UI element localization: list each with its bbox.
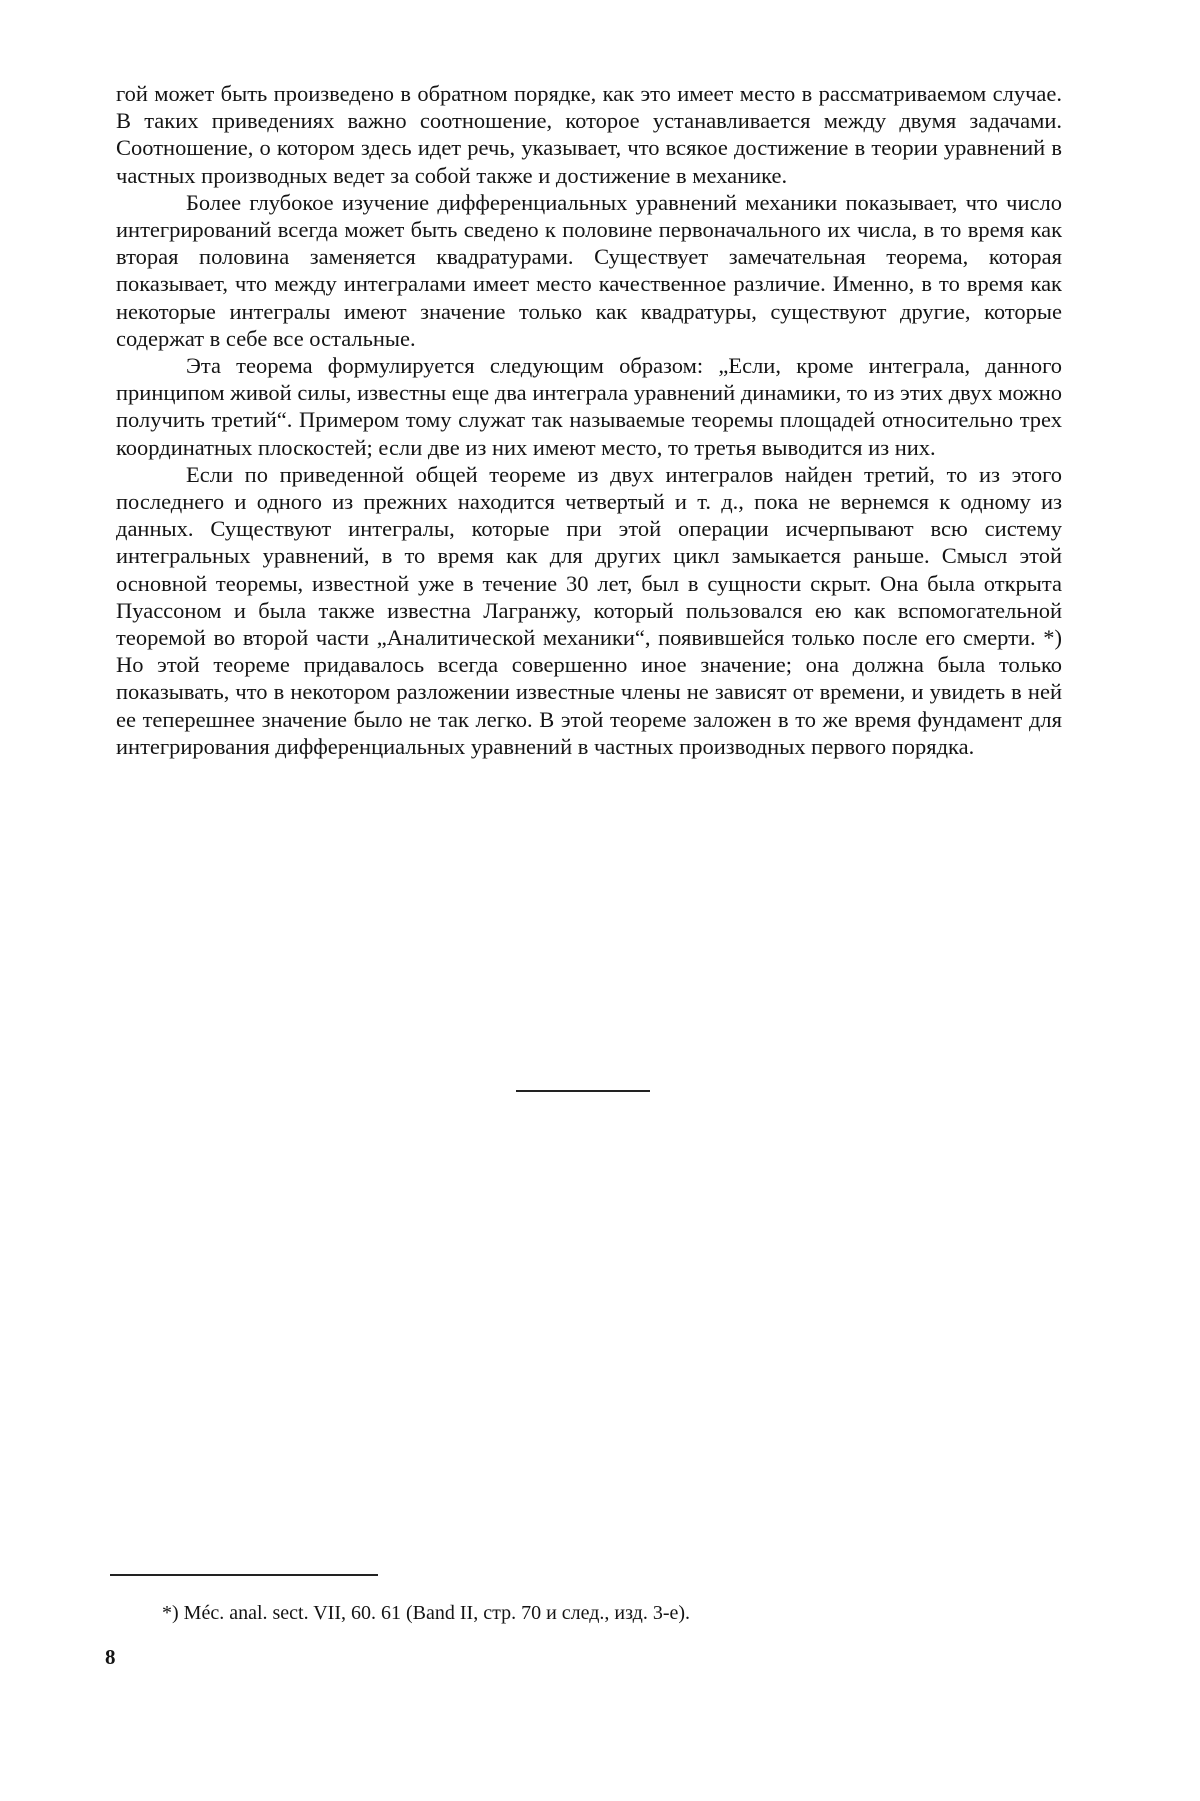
paragraph-2: Более глубокое изучение дифференциальных уравнений механики показывает, что число интегрирований всегда может быть сведено к половине первоначального их числа, в то время как вторая половина заменяется квадратурами. Существует замечательная теорема, которая показывает, что между интегралами имеет место качественное различие. Именно, в то время как некоторые интегралы имеют значение только как квадратуры, существуют другие, которые содержат в себе все остальные. bbox=[116, 189, 1062, 351]
paragraph-3: Эта теорема формулируется следующим образом: „Если, кроме интеграла, данного принципом живой силы, известны еще два интеграла уравнений динамики, то из этих двух можно получить третий“. Примером тому служат так называемые теоремы площадей относительно трех координатных плоскостей; если две из них имеют место, то третья выводится из них. bbox=[116, 353, 1062, 460]
paragraph-4: Если по приведенной общей теореме из двух интегралов найден третий, то из этого последнего и одного из прежних находится четвертый и т. д., пока не вернемся к одному из данных. Существуют интегралы, которые при этой операции исчерпывают всю систему интегральных уравнений, в то время как для других цикл замыкается раньше. Смысл этой основной теоремы, известной уже в течение 30 лет, был в сущности скрыт. Она была открыта Пуассоном и была также известна Лагранжу, который пользовался ею как вспомогательной теоремой во второй части „Аналитической механики“, появившейся только после его смерти. *) Но этой теореме придавалось всегда совершенно иное значение; она должна была только показывать, что в некотором разложении известные члены не зависят от времени, и увидеть в ней ее теперешнее значение было не так легко. В этой теореме заложен в то же время фундамент для интегрирования дифференциальных уравнений в частных производных первого порядка. bbox=[116, 461, 1062, 759]
paragraph-1: гой может быть произведено в обратном порядке, как это имеет место в рассматриваемом случае. В таких приведениях важно соотношение, которое устанавливается между двумя задачами. Соотношение, о котором здесь идет речь, указывает, что всякое достижение в теории уравнений в частных производных ведет за собой также и достижение в механике. bbox=[116, 81, 1062, 188]
footnote: *) Méc. anal. sect. VII, 60. 61 (Band II, стр. 70 и след., изд. 3-е). bbox=[162, 1602, 691, 1624]
section-divider bbox=[516, 1090, 650, 1092]
main-text bbox=[116, 80, 1062, 760]
page-number: 8 bbox=[105, 1645, 116, 1669]
footnote-divider bbox=[110, 1574, 378, 1576]
